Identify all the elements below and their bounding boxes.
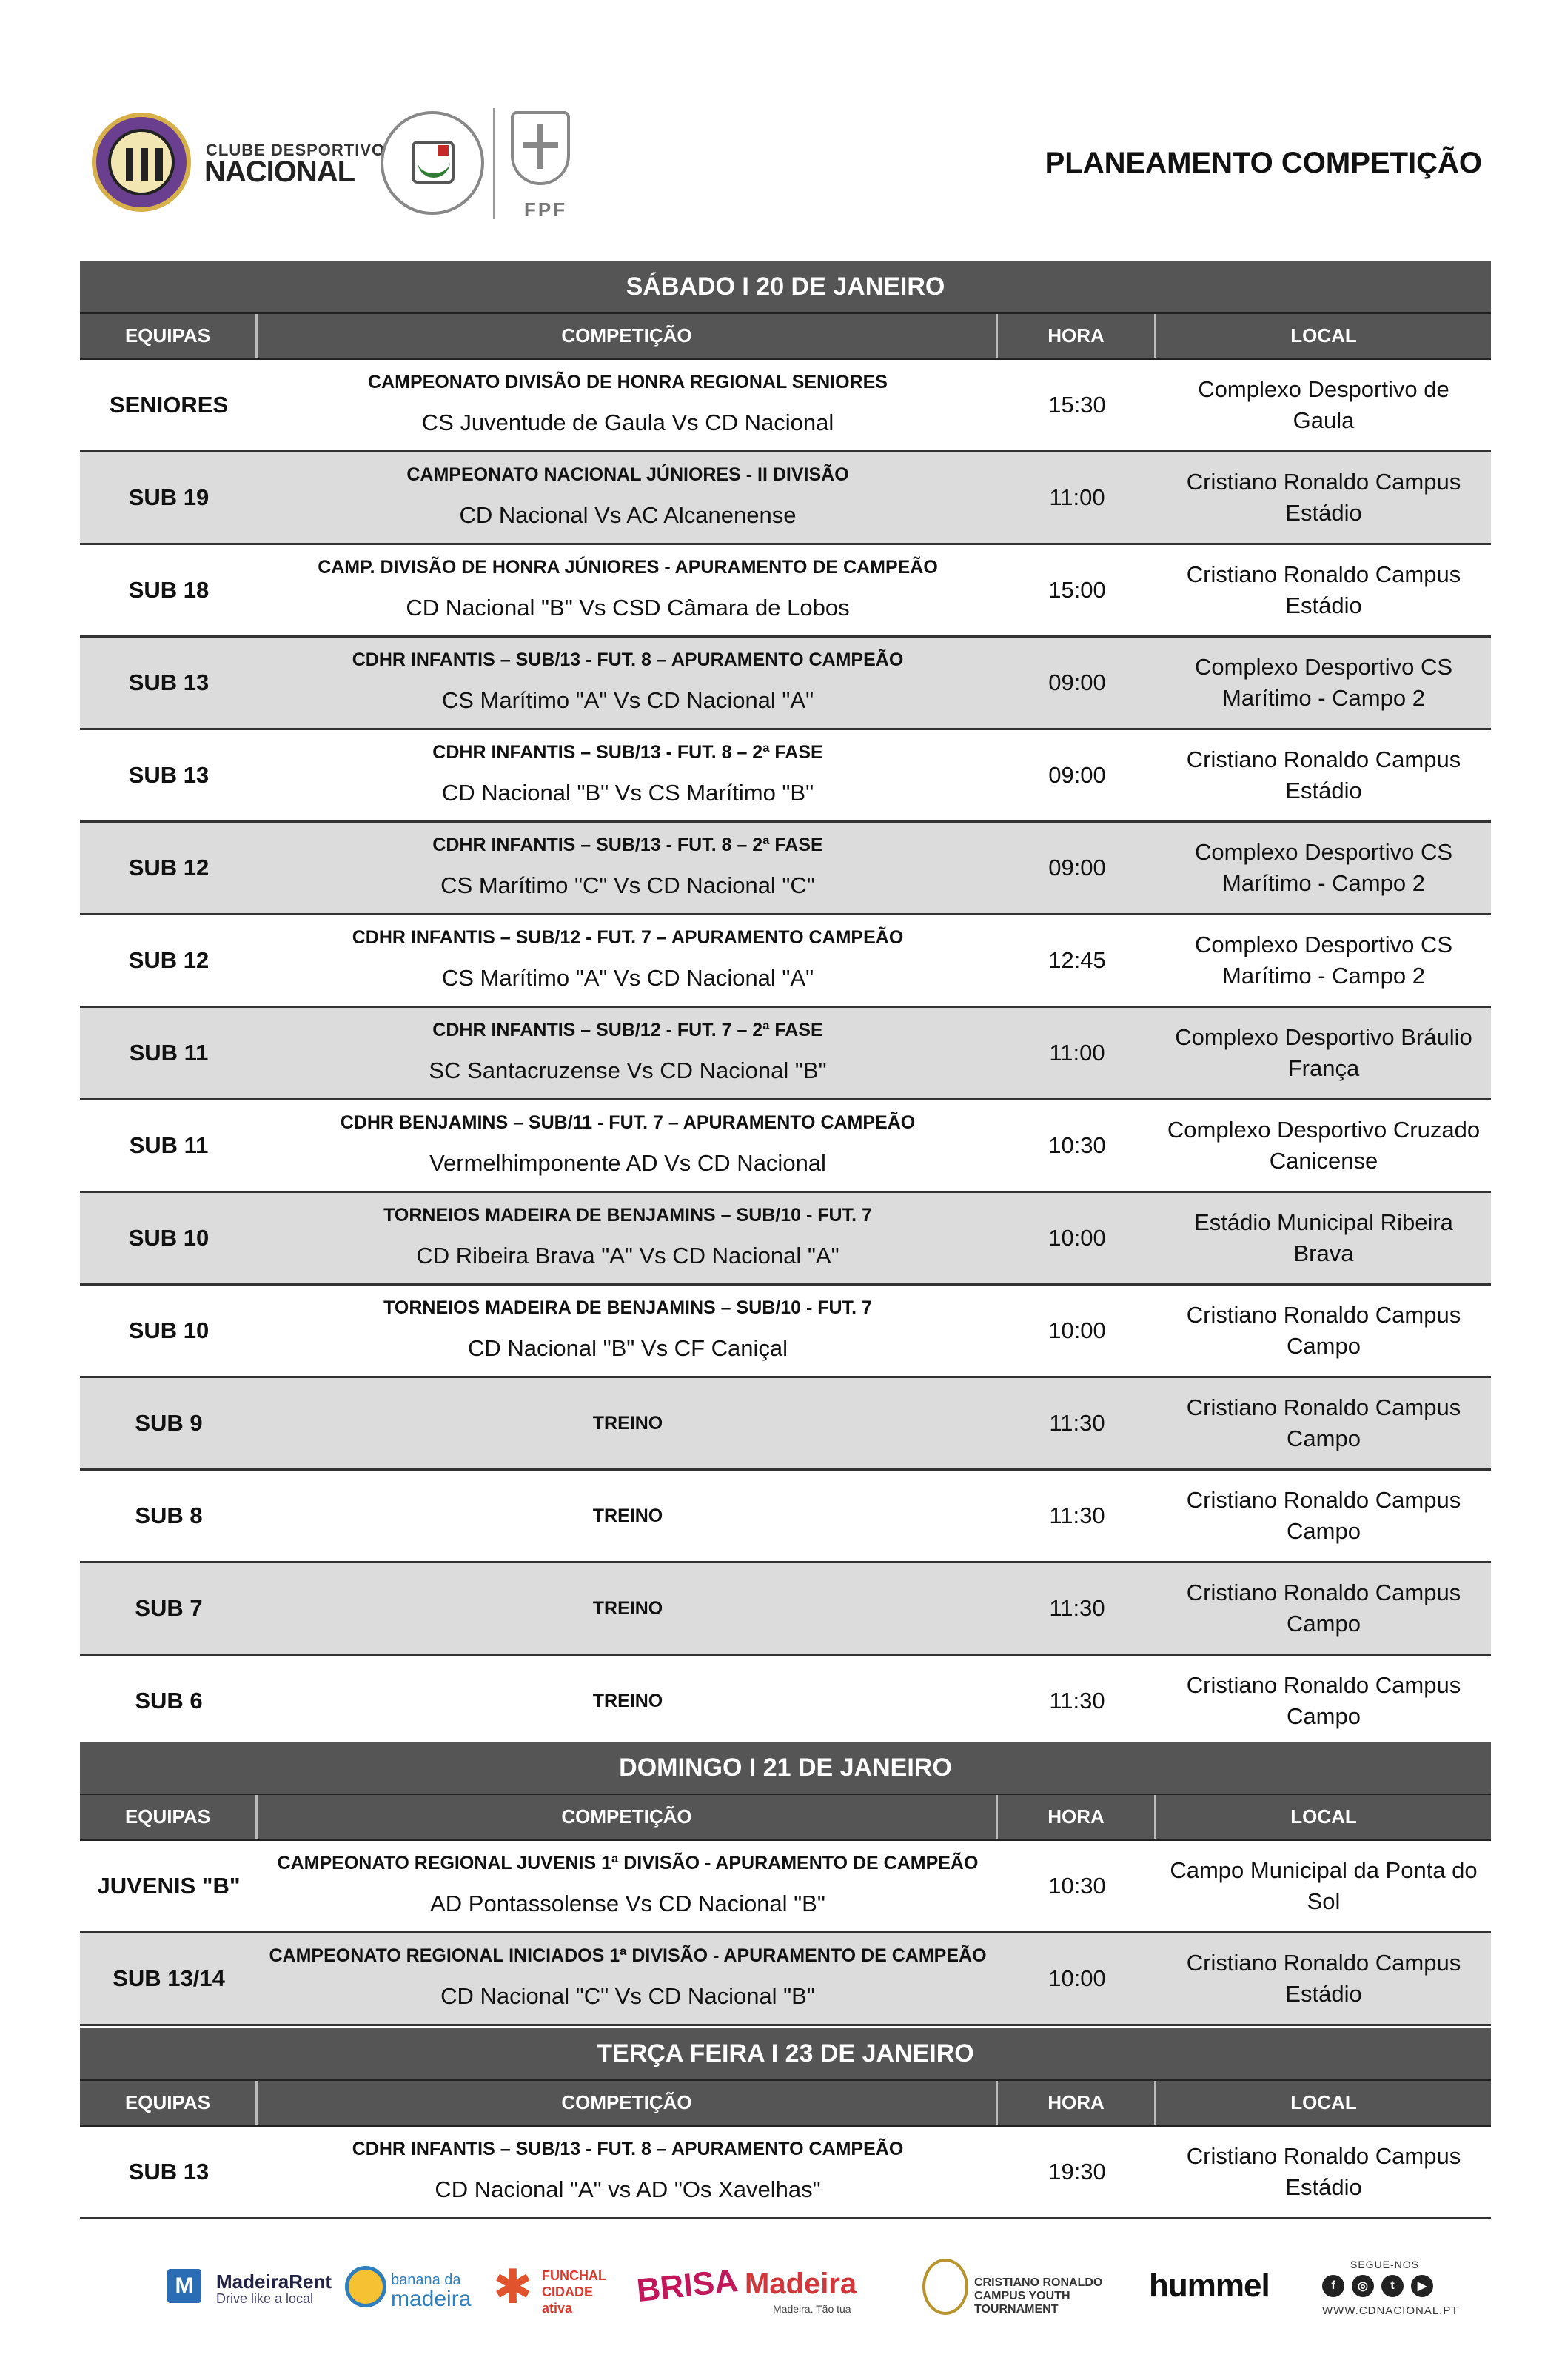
logo-divider bbox=[493, 108, 495, 219]
team-cell: SUB 12 bbox=[128, 855, 210, 880]
table-row bbox=[80, 1378, 1491, 1471]
page-title: PLANEAMENTO COMPETIÇÃO bbox=[1045, 147, 1482, 179]
hummel-logo: hummel bbox=[1149, 2267, 1270, 2304]
location-cell: Cristiano Ronaldo Campus Campo bbox=[1186, 1487, 1461, 1544]
hour-cell: 10:00 bbox=[1048, 1965, 1106, 1991]
competition-cell bbox=[258, 1008, 998, 1098]
competition-cell bbox=[258, 1193, 998, 1283]
table-row bbox=[80, 1471, 1491, 1563]
team-cell: SUB 11 bbox=[129, 1132, 209, 1158]
location-cell: Cristiano Ronaldo Campus Campo bbox=[1186, 1580, 1461, 1637]
day-title: SÁBADO I 20 DE JANEIRO bbox=[80, 261, 1491, 314]
fpf-crest-logo bbox=[511, 111, 570, 185]
competition-name: TREINO bbox=[592, 1597, 663, 1619]
competition-name: TREINO bbox=[592, 1505, 663, 1526]
website-link[interactable]: WWW.CDNACIONAL.PT bbox=[1322, 2304, 1459, 2317]
location-cell: Complexo Desportivo Cruzado Canicense bbox=[1167, 1117, 1481, 1174]
hour-cell: 11:30 bbox=[1049, 1688, 1105, 1714]
table-row bbox=[80, 1286, 1491, 1378]
location-cell: Estádio Municipal Ribeira Brava bbox=[1194, 1209, 1453, 1266]
competition-name: CDHR INFANTIS – SUB/13 - FUT. 8 – APURAMENTO CAMPEÃO bbox=[352, 2139, 904, 2159]
match-fixture: SC Santacruzense Vs CD Nacional "B" bbox=[429, 1057, 827, 1083]
hour-cell: 12:45 bbox=[1048, 947, 1106, 973]
competition-cell bbox=[258, 638, 998, 728]
header-local: LOCAL bbox=[1290, 2091, 1357, 2113]
column-headers bbox=[80, 1795, 1491, 1841]
madeirarent-name: MadeiraRent bbox=[216, 2270, 332, 2293]
hour-cell: 11:30 bbox=[1049, 1410, 1105, 1436]
match-fixture: CD Nacional "C" Vs CD Nacional "B" bbox=[440, 1983, 815, 2009]
banana-da-madeira-logo bbox=[345, 2266, 386, 2307]
instagram-icon[interactable]: ◎ bbox=[1352, 2275, 1374, 2297]
competition-name: TREINO bbox=[592, 1690, 663, 1711]
table-row bbox=[80, 915, 1491, 1008]
team-cell: SUB 13 bbox=[128, 669, 210, 695]
banana-small-text: banana da bbox=[391, 2272, 461, 2288]
team-cell: JUVENIS "B" bbox=[97, 1873, 241, 1899]
match-fixture: CS Marítimo "A" Vs CD Nacional "A" bbox=[441, 687, 814, 713]
hour-cell: 11:30 bbox=[1049, 1595, 1105, 1621]
competition-name: CDHR BENJAMINS – SUB/11 - FUT. 7 – APURAMENTO CAMPEÃO bbox=[340, 1112, 916, 1133]
location-cell: Complexo Desportivo de Gaula bbox=[1198, 376, 1449, 433]
column-headers bbox=[80, 2081, 1491, 2127]
match-fixture: CS Marítimo "A" Vs CD Nacional "A" bbox=[441, 965, 814, 991]
table-row bbox=[80, 1193, 1491, 1286]
hour-cell: 10:30 bbox=[1048, 1132, 1106, 1158]
madeirarent-tagline: Drive like a local bbox=[216, 2291, 314, 2306]
hour-cell: 15:30 bbox=[1048, 392, 1106, 418]
header-local: LOCAL bbox=[1290, 1805, 1357, 1828]
team-cell: SUB 18 bbox=[128, 577, 210, 603]
table-row bbox=[80, 2127, 1491, 2219]
day-title: TERÇA FEIRA I 23 DE JANEIRO bbox=[80, 2028, 1491, 2081]
team-cell: SUB 13/14 bbox=[113, 1965, 225, 1991]
table-row bbox=[80, 1100, 1491, 1193]
competition-cell bbox=[258, 1656, 998, 1746]
location-cell: Cristiano Ronaldo Campus Estádio bbox=[1186, 2143, 1461, 2200]
competition-cell bbox=[258, 452, 998, 543]
hour-cell: 11:30 bbox=[1049, 1502, 1105, 1528]
table-row bbox=[80, 545, 1491, 638]
hour-cell: 19:30 bbox=[1048, 2159, 1106, 2185]
team-cell: SUB 9 bbox=[135, 1410, 203, 1436]
competition-cell bbox=[258, 823, 998, 913]
twitter-icon[interactable]: t bbox=[1381, 2275, 1404, 2297]
location-cell: Complexo Desportivo CS Marítimo - Campo 2 bbox=[1194, 654, 1453, 711]
location-cell: Cristiano Ronaldo Campus Campo bbox=[1186, 1394, 1461, 1451]
competition-name: TORNEIOS MADEIRA DE BENJAMINS – SUB/10 - FUT. 7 bbox=[383, 1297, 872, 1318]
competition-name: CDHR INFANTIS – SUB/12 - FUT. 7 – 2ª FASE bbox=[432, 1020, 823, 1040]
madeirarent-logo: M bbox=[167, 2269, 201, 2303]
match-fixture: CD Nacional Vs AC Alcanenense bbox=[459, 502, 797, 528]
competition-cell bbox=[258, 1471, 998, 1561]
location-cell: Campo Municipal da Ponta do Sol bbox=[1170, 1857, 1478, 1914]
match-fixture: AD Pontassolense Vs CD Nacional "B" bbox=[430, 1891, 825, 1916]
competition-name: CAMPEONATO NACIONAL JÚNIORES - II DIVISÃO bbox=[406, 464, 849, 485]
cr-campus-crest-icon bbox=[922, 2259, 968, 2315]
competition-cell bbox=[258, 730, 998, 820]
competition-name: CAMPEONATO REGIONAL INICIADOS 1ª DIVISÃO - APURAMENTO DE CAMPEÃO bbox=[269, 1945, 987, 1966]
club-crest-logo bbox=[92, 113, 191, 212]
location-cell: Cristiano Ronaldo Campus Estádio bbox=[1186, 561, 1461, 618]
table-row bbox=[80, 1008, 1491, 1100]
youtube-icon[interactable]: ▶ bbox=[1411, 2275, 1433, 2297]
competition-name: CAMPEONATO DIVISÃO DE HONRA REGIONAL SENIORES bbox=[368, 372, 888, 392]
competition-cell bbox=[258, 545, 998, 635]
competition-name: CAMPEONATO REGIONAL JUVENIS 1ª DIVISÃO - APURAMENTO DE CAMPEÃO bbox=[277, 1853, 979, 1873]
competition-cell bbox=[258, 360, 998, 450]
header-hora: HORA bbox=[998, 314, 1156, 358]
hour-cell: 10:00 bbox=[1048, 1317, 1106, 1343]
competition-cell bbox=[258, 915, 998, 1006]
location-cell: Cristiano Ronaldo Campus Estádio bbox=[1186, 1950, 1461, 2007]
header-equipas: EQUIPAS bbox=[80, 2081, 258, 2125]
competition-name: CDHR INFANTIS – SUB/13 - FUT. 8 – APURAMENTO CAMPEÃO bbox=[352, 649, 904, 670]
match-fixture: CS Marítimo "C" Vs CD Nacional "C" bbox=[440, 872, 815, 898]
page-header bbox=[0, 0, 1562, 244]
header-local: LOCAL bbox=[1290, 324, 1357, 347]
hour-cell: 09:00 bbox=[1048, 762, 1106, 788]
competition-cell bbox=[258, 1563, 998, 1654]
table-row bbox=[80, 1656, 1491, 1748]
day-section bbox=[80, 2028, 1491, 2219]
fpf-label: FPF bbox=[524, 198, 568, 221]
cr-campus-text: CRISTIANO RONALDO CAMPUS YOUTH TOURNAMENT bbox=[974, 2276, 1103, 2316]
banana-big-text: madeira bbox=[391, 2287, 472, 2311]
hour-cell: 10:00 bbox=[1048, 1225, 1106, 1251]
competition-name: TREINO bbox=[592, 1412, 663, 1434]
team-cell: SUB 10 bbox=[128, 1225, 210, 1251]
team-cell: SUB 19 bbox=[128, 484, 210, 510]
competition-name: CDHR INFANTIS – SUB/13 - FUT. 8 – 2ª FASE bbox=[432, 742, 823, 763]
header-competicao: COMPETIÇÃO bbox=[258, 2081, 998, 2125]
table-row bbox=[80, 823, 1491, 915]
table-row bbox=[80, 452, 1491, 545]
header-competicao: COMPETIÇÃO bbox=[258, 314, 998, 358]
team-cell: SENIORES bbox=[109, 392, 229, 418]
team-cell: SUB 11 bbox=[129, 1040, 209, 1066]
competition-cell bbox=[258, 1286, 998, 1376]
competition-name: TORNEIOS MADEIRA DE BENJAMINS – SUB/10 - FUT. 7 bbox=[383, 1205, 872, 1226]
table-row bbox=[80, 1933, 1491, 2026]
madeira-logo: Madeira bbox=[745, 2267, 857, 2300]
team-cell: SUB 13 bbox=[128, 2159, 210, 2185]
location-cell: Complexo Desportivo Bráulio França bbox=[1175, 1024, 1472, 1081]
competition-name: CDHR INFANTIS – SUB/12 - FUT. 7 – APURAMENTO CAMPEÃO bbox=[352, 927, 904, 948]
location-cell: Cristiano Ronaldo Campus Campo bbox=[1186, 1672, 1461, 1729]
match-fixture: CD Ribeira Brava "A" Vs CD Nacional "A" bbox=[416, 1243, 839, 1268]
day-title: DOMINGO I 21 DE JANEIRO bbox=[80, 1742, 1491, 1795]
facebook-icon[interactable]: f bbox=[1322, 2275, 1344, 2297]
hour-cell: 10:30 bbox=[1048, 1873, 1106, 1899]
match-fixture: CD Nacional "A" vs AD "Os Xavelhas" bbox=[435, 2176, 821, 2202]
sponsors-bar bbox=[0, 2236, 1562, 2325]
match-fixture: CS Juventude de Gaula Vs CD Nacional bbox=[421, 410, 834, 435]
header-hora: HORA bbox=[998, 2081, 1156, 2125]
hour-cell: 09:00 bbox=[1048, 669, 1106, 695]
funchal-star-icon: ✱ bbox=[493, 2260, 533, 2313]
match-fixture: Vermelhimponente AD Vs CD Nacional bbox=[429, 1150, 826, 1176]
madeira-tagline: Madeira. Tão tua bbox=[773, 2303, 851, 2315]
location-cell: Cristiano Ronaldo Campus Estádio bbox=[1186, 746, 1461, 803]
location-cell: Cristiano Ronaldo Campus Campo bbox=[1186, 1302, 1461, 1359]
hour-cell: 09:00 bbox=[1048, 855, 1106, 880]
table-row bbox=[80, 730, 1491, 823]
hour-cell: 11:00 bbox=[1049, 1040, 1105, 1066]
competition-name: CDHR INFANTIS – SUB/13 - FUT. 8 – 2ª FASE bbox=[432, 835, 823, 855]
table-row bbox=[80, 1841, 1491, 1933]
table-row bbox=[80, 638, 1491, 730]
column-headers bbox=[80, 314, 1491, 360]
competition-cell bbox=[258, 1100, 998, 1191]
header-competicao: COMPETIÇÃO bbox=[258, 1795, 998, 1839]
match-fixture: CD Nacional "B" Vs CF Caniçal bbox=[467, 1335, 788, 1361]
day-section bbox=[80, 1742, 1491, 2026]
team-cell: SUB 10 bbox=[128, 1317, 210, 1343]
day-section bbox=[80, 261, 1491, 1748]
brisa-logo: BRISA bbox=[634, 2262, 740, 2310]
team-cell: SUB 8 bbox=[135, 1502, 203, 1528]
location-cell: Complexo Desportivo CS Marítimo - Campo 2 bbox=[1194, 932, 1453, 989]
team-cell: SUB 12 bbox=[128, 947, 210, 973]
match-fixture: CD Nacional "B" Vs CS Marítimo "B" bbox=[441, 780, 814, 806]
team-cell: SUB 7 bbox=[135, 1595, 203, 1621]
competition-name: CAMP. DIVISÃO DE HONRA JÚNIORES - APURAMENTO DE CAMPEÃO bbox=[318, 557, 938, 578]
competition-cell bbox=[258, 1841, 998, 1931]
team-cell: SUB 13 bbox=[128, 762, 210, 788]
location-cell: Cristiano Ronaldo Campus Estádio bbox=[1186, 469, 1461, 526]
competition-cell bbox=[258, 1378, 998, 1468]
competition-cell bbox=[258, 2127, 998, 2217]
header-hora: HORA bbox=[998, 1795, 1156, 1839]
certification-seal-logo bbox=[381, 111, 484, 215]
header-equipas: EQUIPAS bbox=[80, 314, 258, 358]
table-row bbox=[80, 360, 1491, 452]
funchal-cidade-ativa-text: FUNCHAL CIDADE ativa bbox=[542, 2268, 606, 2316]
club-name: NACIONAL bbox=[204, 156, 355, 188]
club-name-small: CLUBE DESPORTIVO bbox=[206, 141, 386, 159]
table-row bbox=[80, 1563, 1491, 1656]
follow-us-label: SEGUE-NOS bbox=[1350, 2259, 1420, 2270]
competition-cell bbox=[258, 1933, 998, 2024]
hour-cell: 15:00 bbox=[1048, 577, 1106, 603]
location-cell: Complexo Desportivo CS Marítimo - Campo 2 bbox=[1194, 839, 1453, 896]
match-fixture: CD Nacional "B" Vs CSD Câmara de Lobos bbox=[406, 595, 850, 621]
header-equipas: EQUIPAS bbox=[80, 1795, 258, 1839]
social-icons bbox=[1322, 2275, 1433, 2297]
team-cell: SUB 6 bbox=[135, 1688, 203, 1714]
hour-cell: 11:00 bbox=[1049, 484, 1105, 510]
